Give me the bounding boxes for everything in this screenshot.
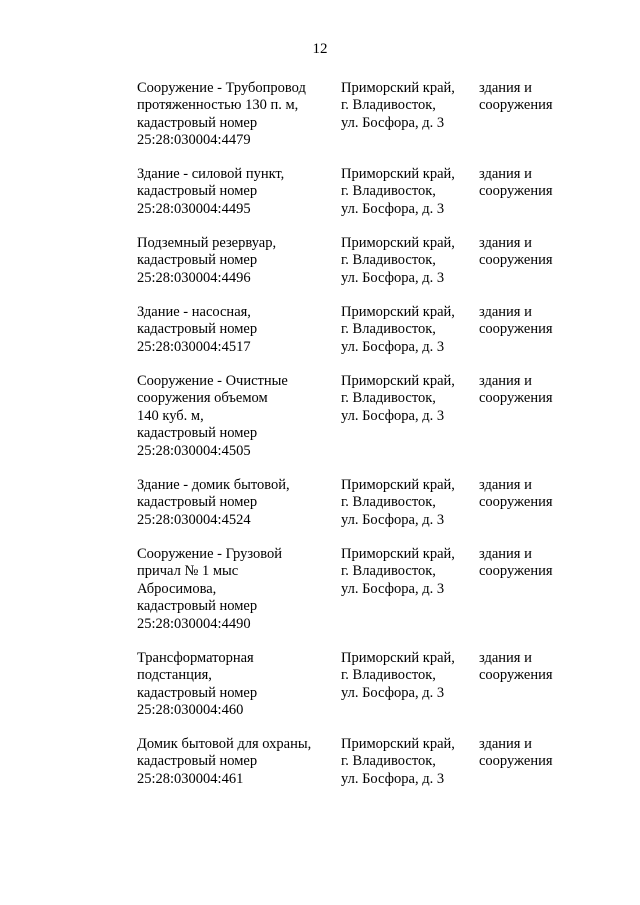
property-type: здания и сооружения [479,477,553,511]
property-type: здания и сооружения [479,546,553,580]
property-address: Приморский край, г. Владивосток, ул. Босфора, д. 3 [341,373,455,424]
property-row [137,235,577,304]
property-type: здания и сооружения [479,373,553,407]
property-address: Приморский край, г. Владивосток, ул. Босфора, д. 3 [341,650,455,701]
property-row [137,166,577,235]
property-row [137,546,577,650]
property-name: Домик бытовой для охраны, кадастровый номер 25:28:030004:461 [137,736,312,787]
property-row [137,304,577,373]
property-address: Приморский край, г. Владивосток, ул. Босфора, д. 3 [341,235,455,286]
property-type: здания и сооружения [479,80,553,114]
property-name: Подземный резервуар, кадастровый номер 25:28:030004:4496 [137,235,277,286]
property-row [137,650,577,736]
property-name: Сооружение - Очистные сооружения объемом 140 куб. м, кадастровый номер 25:28:030004:4505 [137,373,288,459]
property-row [137,373,577,477]
property-address: Приморский край, г. Владивосток, ул. Босфора, д. 3 [341,304,455,355]
property-address: Приморский край, г. Владивосток, ул. Босфора, д. 3 [341,546,455,597]
property-row [137,477,577,546]
property-name: Здание - насосная, кадастровый номер 25:28:030004:4517 [137,304,258,355]
property-address: Приморский край, г. Владивосток, ул. Босфора, д. 3 [341,166,455,217]
page-number: 12 [312,41,328,57]
property-address: Приморский край, г. Владивосток, ул. Босфора, д. 3 [341,80,455,131]
property-name: Сооружение - Трубопровод протяженностью 130 п. м, кадастровый номер 25:28:030004:4479 [137,80,306,149]
property-type: здания и сооружения [479,235,553,269]
property-address: Приморский край, г. Владивосток, ул. Босфора, д. 3 [341,477,455,528]
property-name: Трансформаторная подстанция, кадастровый номер 25:28:030004:460 [137,650,258,719]
property-type: здания и сооружения [479,166,553,200]
property-row [137,736,577,806]
property-name: Здание - домик бытовой, кадастровый номер 25:28:030004:4524 [137,477,290,528]
property-list [137,80,577,806]
property-row [137,80,577,166]
property-name: Сооружение - Грузовой причал № 1 мыс Абросимова, кадастровый номер 25:28:030004:4490 [137,546,283,632]
property-name: Здание - силовой пункт, кадастровый номер 25:28:030004:4495 [137,166,285,217]
property-address: Приморский край, г. Владивосток, ул. Босфора, д. 3 [341,736,455,787]
property-type: здания и сооружения [479,650,553,684]
property-type: здания и сооружения [479,304,553,338]
property-type: здания и сооружения [479,736,553,770]
